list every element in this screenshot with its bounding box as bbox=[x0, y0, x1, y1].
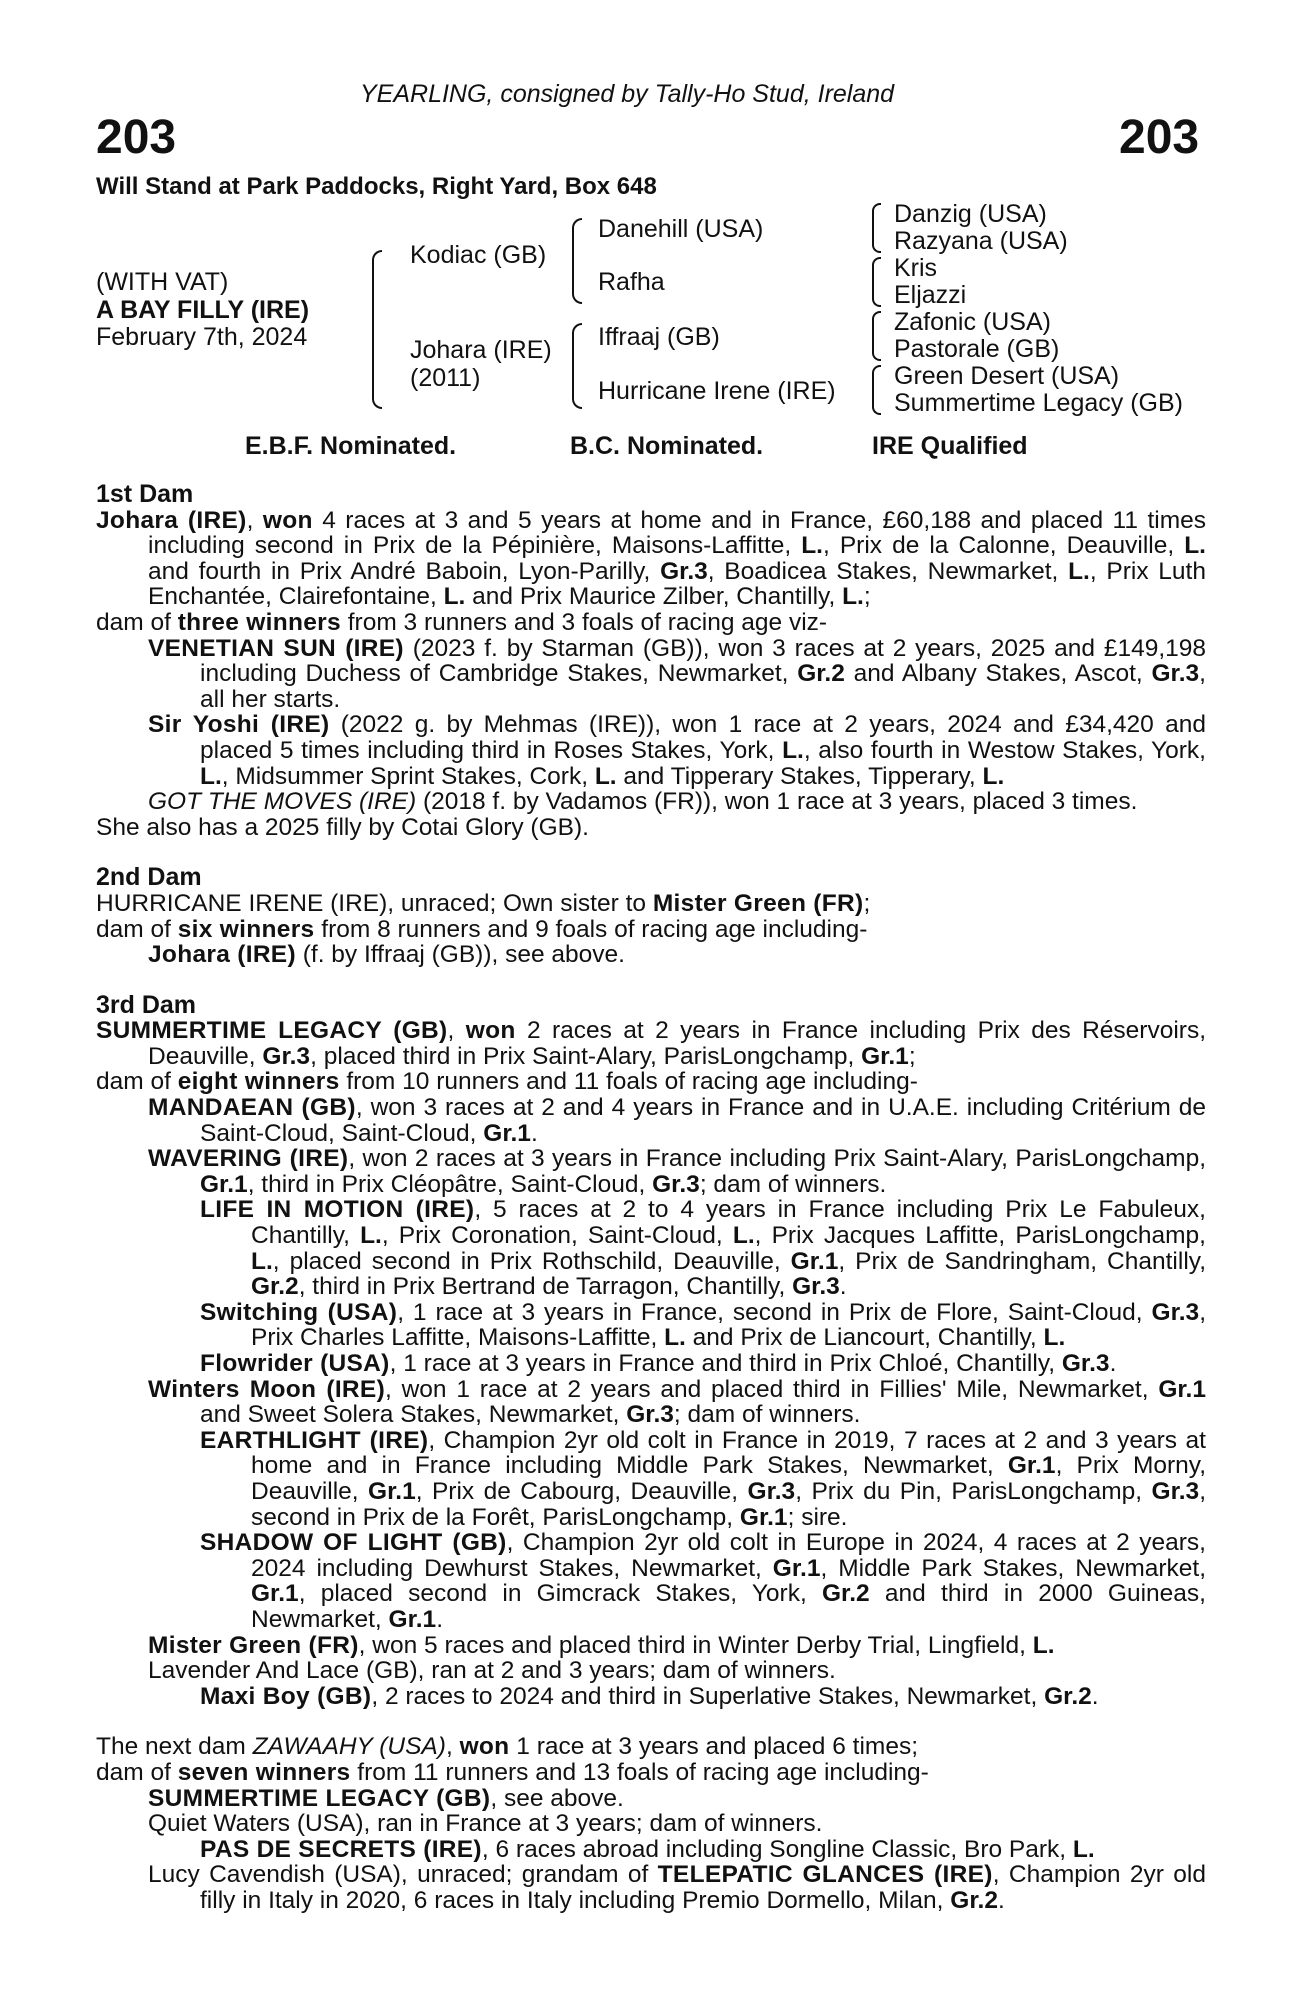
produce-johara: Johara (IRE) (f. by Iffraaj (GB)), see above. bbox=[148, 941, 625, 969]
ped-ddd: Summertime Legacy (GB) bbox=[894, 389, 1183, 417]
produce-pas-de-secrets: PAS DE SECRETS (IRE), 6 races abroad including Songline Classic, Bro Park, L. bbox=[200, 1835, 1095, 1863]
produce-lavender-and-lace: Lavender And Lace (GB), ran at 2 and 3 years; dam of winners. bbox=[148, 1657, 836, 1685]
date-of-birth: February 7th, 2024 bbox=[96, 323, 308, 351]
ire-qualified: IRE Qualified bbox=[872, 432, 1028, 460]
produce-lucy-cavendish: Lucy Cavendish (USA), unraced; grandam of TELEPATIC GLANCES (IRE), Champion 2yr old filly in Italy in 2020, 6 races in Italy including Premio Dormello, Milan, Gr.2. bbox=[148, 1861, 1206, 1914]
produce-venetian-sun: VENETIAN SUN (IRE) (2023 f. by Starman (GB)), won 3 races at 2 years, 2025 and £149,198 including Duchess of Cambridge Stakes, Newmarket, Gr.2 and Albany Stakes, Ascot, Gr.3, all her starts. bbox=[148, 634, 1207, 713]
first-dam-record: Johara (IRE), won 4 races at 3 and 5 years at home and in France, £60,188 and placed 11 times including second in Prix de la Pépinière, Maisons-Laffitte, L., Prix de la Calonne, Deauville, L. and fourth in Prix André Baboin, Lyon-Parilly, Gr.3, Boadicea Stakes, Newmarket, L., Prix Luth Enchantée, Clairefontaine, L. and Prix Maurice Zilber, Chantilly, L.; bbox=[96, 506, 1206, 611]
produce-mandaean: MANDAEAN (GB), won 3 races at 2 and 4 years in France and in U.A.E. including Critérium de Saint-Cloud, Saint-Cloud, Gr.1. bbox=[148, 1094, 1207, 1147]
produce-mister-green: Mister Green (FR), won 5 races and placed third in Winter Derby Trial, Lingfield, L. bbox=[148, 1631, 1055, 1659]
second-dam-record: HURRICANE IRENE (IRE), unraced; Own sister to Mister Green (FR); bbox=[96, 889, 871, 917]
produce-life-in-motion: LIFE IN MOTION (IRE), 5 races at 2 to 4 years in France including Prix Le Fabuleux, Chantilly, L., Prix Coronation, Saint-Cloud, L., Prix Jacques Laffitte, ParisLongchamp, L., placed second in Prix Rothschild, Deauville, Gr.1, Prix de Sandringham, Chantilly, Gr.2, third in Prix Bertrand de Tarragon, Chantilly, Gr.3. bbox=[200, 1196, 1206, 1301]
dam-sire: Iffraaj (GB) bbox=[598, 323, 720, 351]
brace-sd bbox=[872, 257, 881, 307]
brace-ss bbox=[872, 203, 881, 253]
produce-winters-moon: Winters Moon (IRE), won 1 race at 2 years and placed third in Fillies' Mile, Newmarket, Gr.1 and Sweet Solera Stakes, Newmarket, Gr.3; dam of winners. bbox=[148, 1375, 1206, 1429]
first-dam-also: She also has a 2025 filly by Cotai Glory (GB). bbox=[96, 813, 589, 841]
pedigree-notes bbox=[96, 482, 1206, 1913]
ped-dsd: Pastorale (GB) bbox=[894, 335, 1060, 363]
ped-sdd: Eljazzi bbox=[894, 281, 967, 309]
dam-foaled-year: (2011) bbox=[410, 364, 481, 392]
sire-dam: Rafha bbox=[598, 268, 665, 296]
next-dam-winners: dam of seven winners from 11 runners and 13 foals of racing age including- bbox=[96, 1758, 929, 1786]
brace-dam bbox=[572, 323, 582, 409]
next-dam-record: The next dam ZAWAAHY (USA), won 1 race at 3 years and placed 6 times; bbox=[96, 1733, 919, 1761]
sire-name: Kodiac (GB) bbox=[410, 241, 547, 269]
produce-shadow-of-light: SHADOW OF LIGHT (GB), Champion 2yr old colt in Europe in 2024, 4 races at 2 years, 2024 including Dewhurst Stakes, Newmarket, Gr.1, Middle Park Stakes, Newmarket, Gr.1, placed second in Gimcrack Stakes, York, Gr.2 and third in 2000 Guineas, Newmarket, Gr.1. bbox=[200, 1529, 1206, 1633]
brace-dd bbox=[872, 365, 881, 415]
third-dam-record: SUMMERTIME LEGACY (GB), won 2 races at 2 years in France including Prix des Réservoirs, Deauville, Gr.3, placed third in Prix Saint-Alary, ParisLongchamp, Gr.1; bbox=[96, 1017, 1206, 1070]
produce-maxi-boy: Maxi Boy (GB), 2 races to 2024 and third in Superlative Stakes, Newmarket, Gr.2. bbox=[200, 1682, 1099, 1710]
ped-dss: Zafonic (USA) bbox=[894, 308, 1051, 336]
produce-wavering: WAVERING (IRE), won 2 races at 3 years in France including Prix Saint-Alary, ParisLongchamp, Gr.1, third in Prix Cléopâtre, Saint-Cloud, Gr.3; dam of winners. bbox=[148, 1145, 1207, 1198]
sire-sire: Danehill (USA) bbox=[598, 215, 764, 243]
produce-got-the-moves: GOT THE MOVES (IRE) (2018 f. by Vadamos (FR)), won 1 race at 3 years, placed 3 times. bbox=[148, 788, 1138, 816]
lot-number-left: 203 bbox=[96, 111, 177, 164]
bc-nominated: B.C. Nominated. bbox=[570, 432, 764, 460]
first-dam-winners: dam of three winners from 3 runners and 3 foals of racing age viz- bbox=[96, 608, 828, 636]
ped-ssd: Razyana (USA) bbox=[894, 227, 1068, 255]
ped-sss: Danzig (USA) bbox=[894, 200, 1047, 228]
horse-name: A BAY FILLY (IRE) bbox=[96, 296, 310, 324]
first-dam-heading: 1st Dam bbox=[96, 480, 194, 508]
brace-horse bbox=[372, 250, 382, 409]
produce-quiet-waters: Quiet Waters (USA), ran in France at 3 years; dam of winners. bbox=[148, 1810, 823, 1838]
second-dam-winners: dam of six winners from 8 runners and 9 foals of racing age including- bbox=[96, 915, 868, 943]
consignor-subtitle: YEARLING, consigned by Tally-Ho Stud, Ireland bbox=[360, 80, 895, 108]
third-dam-heading: 3rd Dam bbox=[96, 990, 197, 1019]
produce-summertime-legacy: SUMMERTIME LEGACY (GB), see above. bbox=[148, 1784, 624, 1812]
dam-dam: Hurricane Irene (IRE) bbox=[598, 377, 836, 405]
ped-sds: Kris bbox=[894, 254, 938, 282]
produce-switching: Switching (USA), 1 race at 3 years in France, second in Prix de Flore, Saint-Cloud, Gr.3, Prix Charles Laffitte, Maisons-Laffitte, L. and Prix de Liancourt, Chantilly, L. bbox=[200, 1298, 1207, 1352]
stand-location: Will Stand at Park Paddocks, Right Yard, Box 648 bbox=[96, 173, 657, 200]
brace-ds bbox=[872, 311, 881, 361]
lot-number-right: 203 bbox=[1119, 111, 1200, 164]
produce-earthlight: EARTHLIGHT (IRE), Champion 2yr old colt in France in 2019, 7 races at 2 and 3 years at home and in France including Middle Park Stakes, Newmarket, Gr.1, Prix Morny, Deauville, Gr.1, Prix de Cabourg, Deauville, Gr.3, Prix du Pin, ParisLongchamp, Gr.3, second in Prix de la Forêt, ParisLongchamp, Gr.1; sire. bbox=[200, 1426, 1207, 1531]
third-dam-winners: dam of eight winners from 10 runners and 11 foals of racing age including- bbox=[96, 1068, 918, 1096]
brace-sire bbox=[572, 218, 582, 304]
second-dam-heading: 2nd Dam bbox=[96, 863, 202, 892]
ebf-nominated: E.B.F. Nominated. bbox=[245, 432, 457, 460]
vat-note: (WITH VAT) bbox=[96, 268, 229, 296]
produce-sir-yoshi: Sir Yoshi (IRE) (2022 g. by Mehmas (IRE)), won 1 race at 2 years, 2024 and £34,420 and placed 5 times including third in Roses Stakes, York, L., also fourth in Westow Stakes, York, L., Midsummer Sprint Stakes, Cork, L. and Tipperary Stakes, Tipperary, L. bbox=[148, 711, 1206, 790]
produce-flowrider: Flowrider (USA), 1 race at 3 years in France and third in Prix Chloé, Chantilly, Gr.3. bbox=[200, 1350, 1117, 1377]
dam-name: Johara (IRE) bbox=[410, 336, 552, 364]
ped-dds: Green Desert (USA) bbox=[894, 362, 1120, 390]
